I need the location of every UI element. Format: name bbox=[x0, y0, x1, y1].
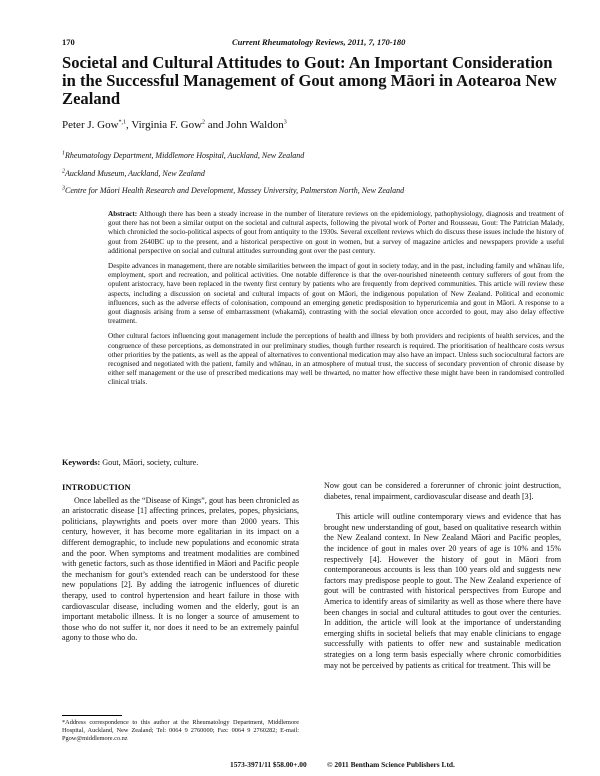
keywords-text: Gout, Māori, society, culture. bbox=[102, 458, 199, 467]
author-name: Virginia F. Gow bbox=[131, 119, 203, 131]
affiliation bbox=[62, 151, 304, 160]
author-name: Peter J. Gow bbox=[62, 119, 119, 131]
keywords bbox=[62, 458, 198, 467]
author-affil-mark: 2 bbox=[202, 119, 206, 126]
author-separator: and bbox=[205, 119, 227, 131]
affiliation-text: Rheumatology Department, Middlemore Hospital, Auckland, New Zealand bbox=[65, 151, 305, 160]
abstract-text: other priorities by the patients, as well as the appeal of alternatives to conventional medication may also have an impact. Unless such sociocultural factors are recognised and negotiated with the patient, family and whānau, in an atmosphere of mutual trust, the success of secondary prevention of chronic disease by either self management or the use of prescribed medications may well be thwarted, no matter how effective these might have been in randomised controlled clinical trials. bbox=[108, 350, 564, 387]
abstract-paragraph bbox=[108, 332, 564, 387]
affiliation bbox=[62, 186, 404, 195]
abstract-label: Abstract: bbox=[108, 210, 138, 218]
author-list bbox=[62, 119, 287, 131]
abstract-text: Although there has been a steady increase in the number of literature reviews on the epidemiology, pathophysiology, diagnosis and treatment of gout there has not been a similar output on the societal and cultural aspects, following the pivotal work of Porter and Rousseau, Gout: The Patrician Malady, which chronicled the socio-political aspects of gout from antiquity to the 1930s. Several excellent reviews which do discuss these issues include the history of gout from 2640BC up to the present, and a historical perspective on gout in women, but a survey of magazine articles and newspapers provide a useful additional perspective on social and cultural attitudes surrounding gout over the past century. bbox=[108, 210, 564, 255]
affiliation-mark: 2 bbox=[62, 168, 65, 175]
affiliation-mark: 1 bbox=[62, 150, 65, 157]
abstract bbox=[108, 210, 564, 394]
body-paragraph: Now gout can be considered a forerunner of chronic joint destruction, diabetes, renal impairment, cardiovascular disease and death [3]. bbox=[324, 481, 561, 501]
footnote-rule bbox=[62, 715, 122, 716]
affiliation-mark: 3 bbox=[62, 185, 65, 192]
body-paragraph: This article will outline contemporary views and evidence that has brought new understanding of gout, based on qualitative research within the New Zealand context. In New Zealand Māori and Pacific peoples, the incidence of gout in males over 20 years of age is 10% and 15% respectively [4]. However the history of gout in Māori from contemporaneous accounts is less than 100 years old and suggests new factors may predispose people to gout. The New Zealand experience of gout will be contrasted with historical perspectives from Europe and America to identify areas of similarity as well as those where there have been changes in social and cultural attitudes to gout over the centuries. In addition, the article will look at the importance of understanding emerging shifts in societal beliefs that may enable clinicians to engage successfully with patients to offer new and sustainable medication strategies on a long term basis especially where chronic comorbidities may not be perceived by patients as critical for treatment. This will be bbox=[324, 512, 561, 670]
correspondence-footnote: *Address correspondence to this author at the Rheumatology Department, Middlemore Hospital, Auckland, New Zealand; Tel: 0064 9 2760000; Fax: 0064 9 2760282; E-mail: Pgow@middlemore.co.nz bbox=[62, 719, 299, 743]
section-heading: INTRODUCTION bbox=[62, 482, 131, 492]
abstract-paragraph bbox=[108, 210, 564, 256]
author-name: John Waldon bbox=[226, 119, 284, 131]
page-number: 170 bbox=[62, 37, 75, 47]
author-separator: , bbox=[126, 119, 132, 131]
abstract-italic-word: versus bbox=[545, 341, 564, 350]
author-affil-mark: *,1 bbox=[118, 119, 127, 126]
author-affil-mark: 3 bbox=[283, 119, 287, 126]
left-column bbox=[62, 482, 299, 644]
keywords-label: Keywords: bbox=[62, 458, 101, 467]
affiliation bbox=[62, 169, 205, 178]
copyright: © 2011 Bentham Science Publishers Ltd. bbox=[327, 760, 455, 769]
abstract-text: Other cultural factors influencing gout management include the perceptions of health and illness by both providers and recipients of health services, and the congruence of these perceptions, as demonstrated in our preliminary studies, though further research is required. The prioritisation of healthcare costs bbox=[108, 332, 564, 350]
affiliation-text: Auckland Museum, Auckland, New Zealand bbox=[65, 169, 205, 178]
article-title: Societal and Cultural Attitudes to Gout: An Important Consideration in the Successful Management of Gout among Māori in Aotearoa New Zealand bbox=[62, 53, 557, 108]
affiliation-text: Centre for Māori Health Research and Development, Massey University, Palmerston North, New Zealand bbox=[65, 186, 405, 195]
right-column bbox=[324, 481, 561, 671]
abstract-paragraph: Despite advances in management, there are notable similarities between the impact of gout in society today, and in the past, including family and whānau life, employment, sport and recreation, and political activities. One notable difference is that the over-nourished nineteenth century sufferers of gout from the opulent aristocracy, have been replaced in the twenty first century by patients who are frequently from deprived communities. This article will review these aspects, including a discussion on societal and cultural impacts of gout on Māori, the indigenous population of New Zealand. Political and economic influences, such as the adverse effects of colonisation, compound an emerging genetic predisposition to hyperuricemia and gout in Māori. A response to a gout diagnosis arising from a sense of embarrassment (whakamā), contrasting with the social elevation once accorded to gout, may also delay effective treatment. bbox=[108, 262, 564, 326]
journal-citation: Current Rheumatology Reviews, 2011, 7, 170-180 bbox=[232, 37, 406, 47]
body-paragraph: Once labelled as the “Disease of Kings”, gout has been chronicled as an aristocratic disease [1] affecting princes, prelates, popes, physicians, politicians, playwrights and poets over more than 2000 years. This century, however, it has become more egalitarian in its impact on a different demographic, to include new populations and economic strata and the poor. When symptoms and treatment modalities are combined with genetic factors, such as those identified in Māori and Pacific people the mechanism for gout’s extended reach can be understood for these new populations [2]. By adding the iatrogenic influences of diuretic therapy, used to control hypertension and heart failure in those with cardiovascular disease, including women and the elderly, gout is an important metabolic illness. It is no longer a source of amusement to those who do not suffer it, nor does it need to be an extremely painful agony to those who do. bbox=[62, 495, 299, 643]
issn-price: 1573-3971/11 $58.00+.00 bbox=[230, 760, 307, 769]
